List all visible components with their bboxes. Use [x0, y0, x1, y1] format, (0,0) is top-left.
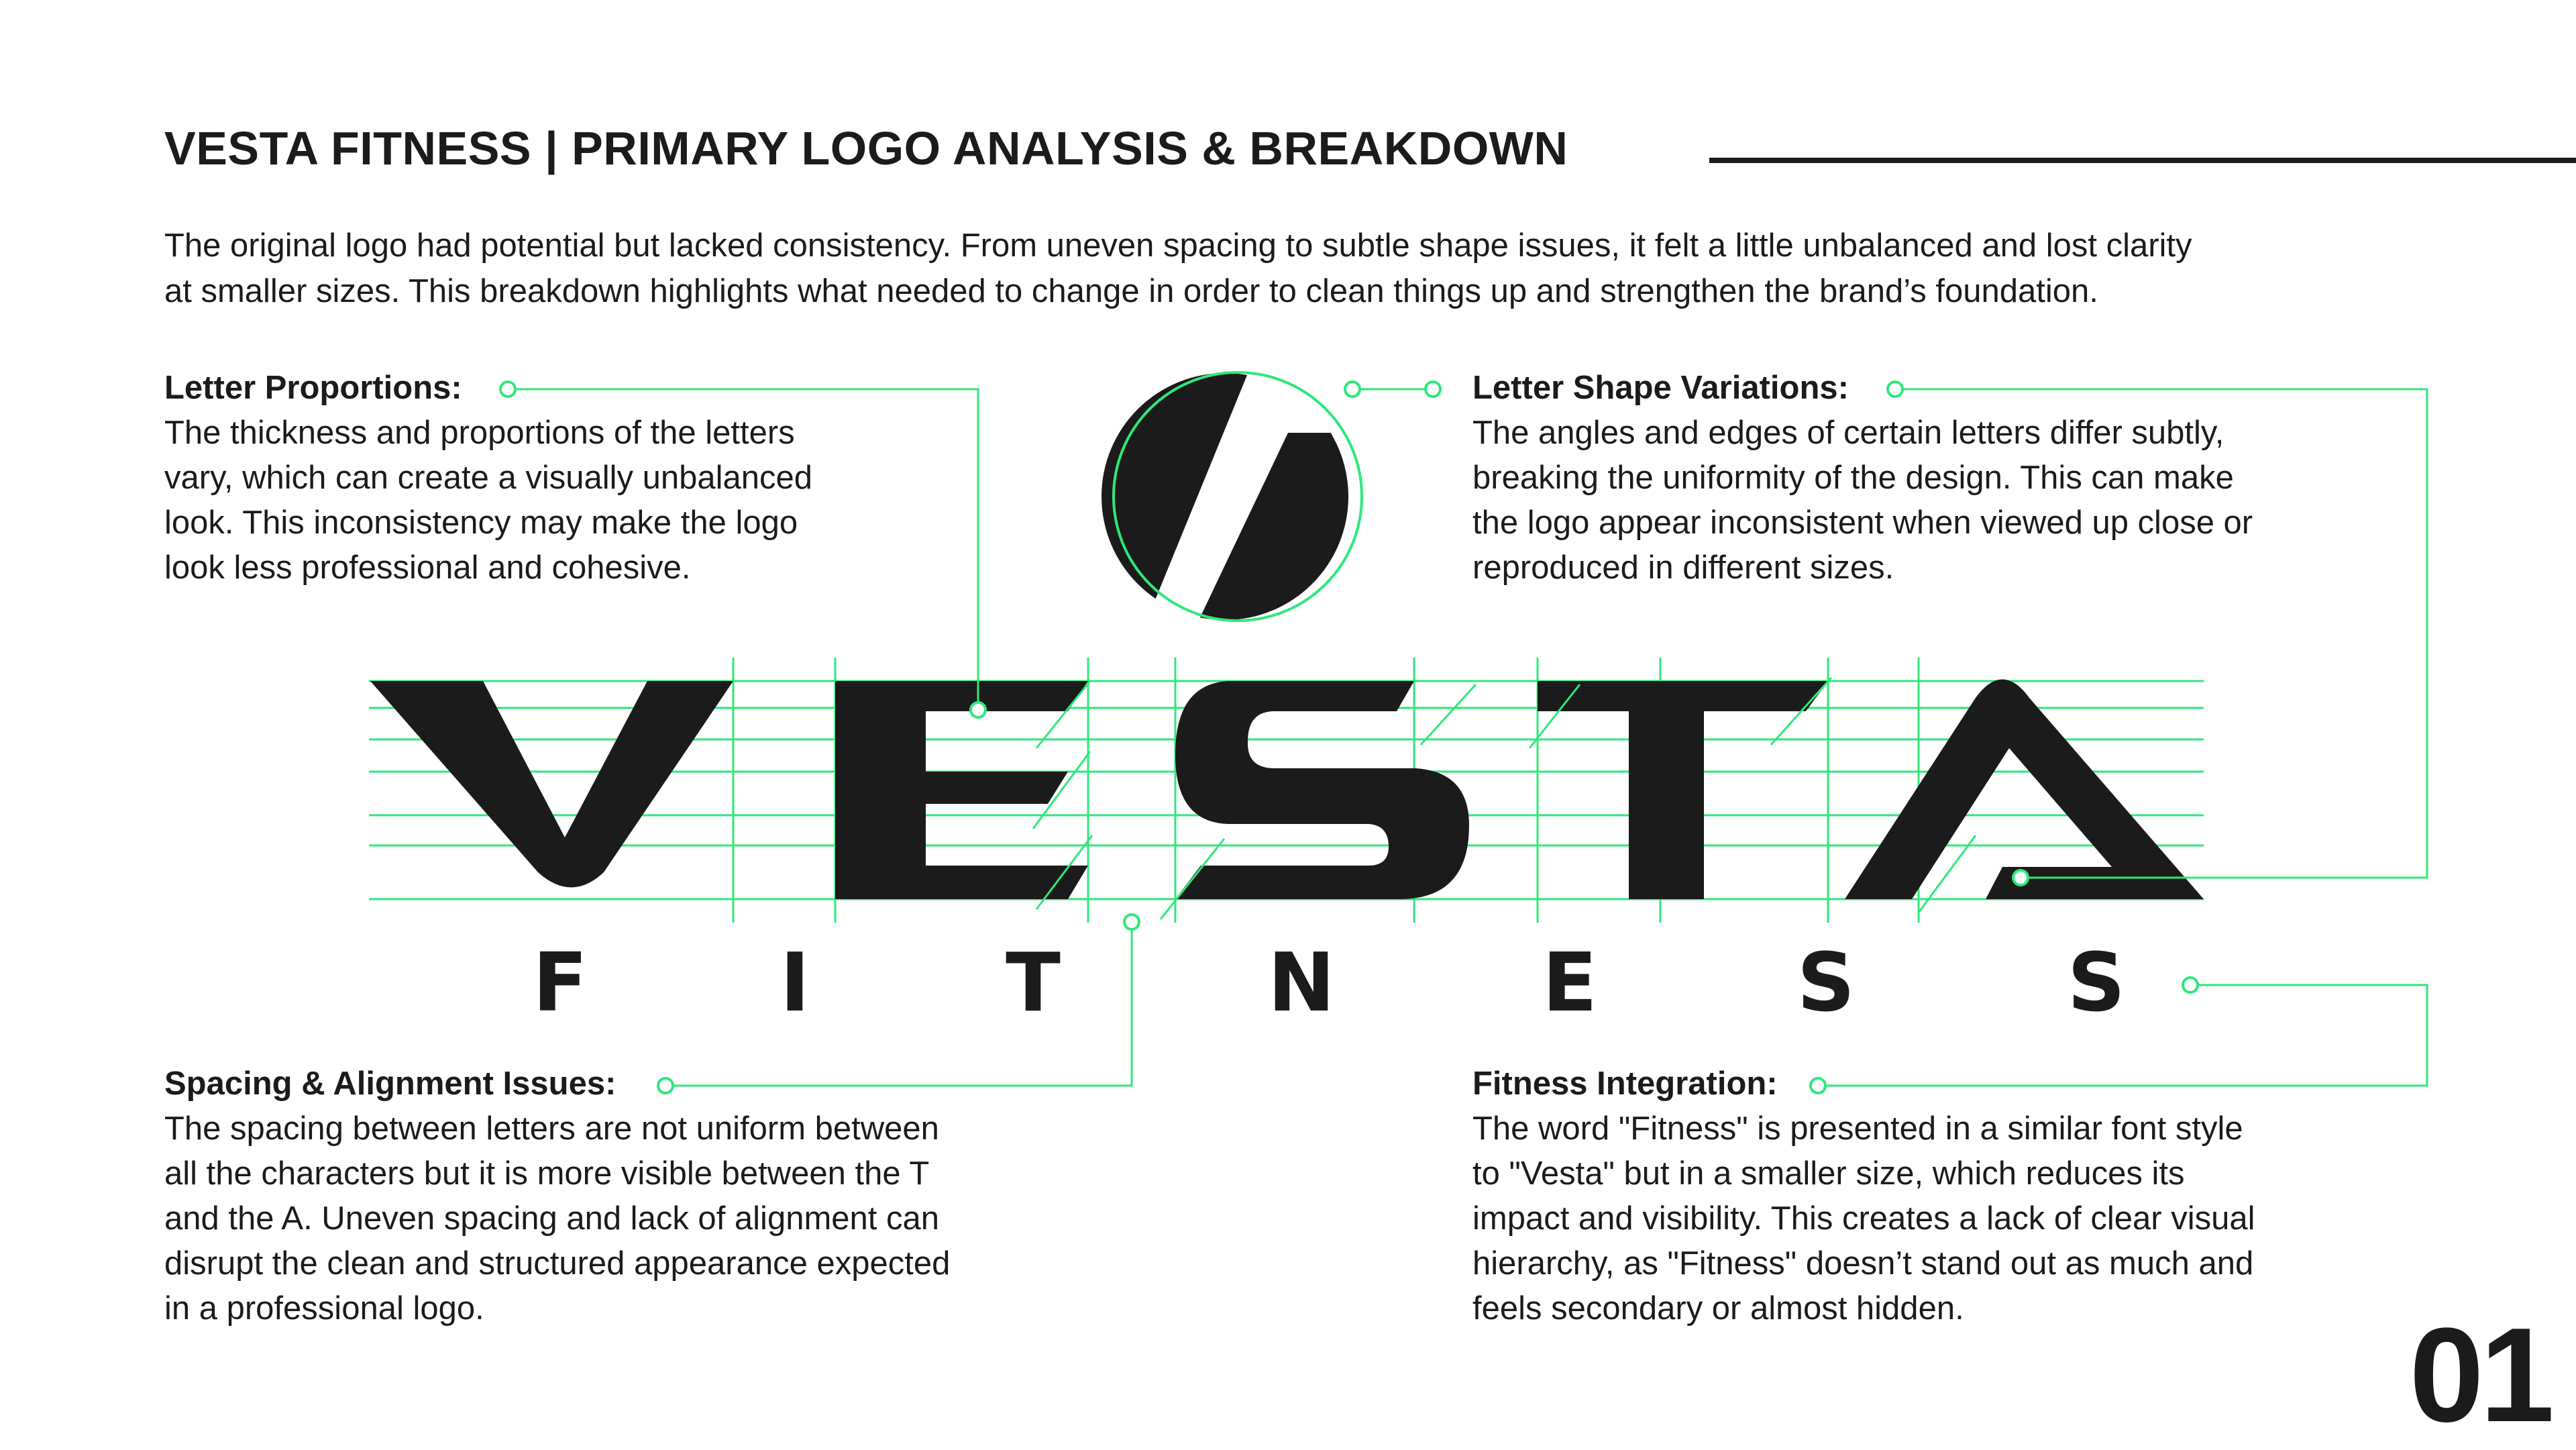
note-body: The spacing between letters are not uniform between all the characters but it is more visible between the T and the A. Uneven spacing and lack of alignment can disrupt the clean and structured appearance expected in a professional logo.: [164, 1110, 951, 1327]
callout-dot: [1888, 382, 1902, 397]
callout-dot: [1426, 382, 1440, 397]
fitness-letter: F: [533, 937, 588, 1030]
note-body: The word "Fitness" is presented in a similar font style to "Vesta" but in a smaller size, which reduces its impact and visibility. This creates a lack of clear visual hierarchy, as "Fitness" doesn’t stand out as much and feels secondary or almost hidden.: [1472, 1110, 2255, 1327]
callout-dot: [1345, 382, 1360, 397]
logo-mark: [1073, 349, 1375, 644]
letter-e: [835, 681, 1088, 899]
letter-a: [1845, 680, 2204, 900]
fitness-letter: N: [1267, 937, 1336, 1030]
note-title: Fitness Integration:: [1472, 1066, 1778, 1102]
fitness-letter: S: [2067, 937, 2126, 1030]
fitness-letter: E: [1542, 937, 1597, 1030]
leader-letter-shape-variations: [1902, 389, 2427, 878]
letter-v: [370, 681, 733, 888]
page-title: VESTA FITNESS | PRIMARY LOGO ANALYSIS & BREAKDOWN: [164, 122, 1568, 174]
logo-wordmark-fitness: [533, 937, 2125, 1030]
callout-dot: [971, 703, 985, 717]
callout-dot: [2183, 978, 2198, 992]
fitness-letter: T: [1006, 937, 1061, 1030]
logo-wordmark-vesta: [370, 680, 2204, 900]
fitness-letter: I: [780, 937, 810, 1030]
leader-spacing-alignment: [672, 922, 1132, 1086]
fitness-letter: S: [1796, 937, 1856, 1030]
leader-letter-proportions: [517, 389, 978, 710]
note-body: The thickness and proportions of the letters vary, which can create a visually unbalanced look. This inconsistency may make the logo look less professional and cohesive.: [164, 415, 813, 586]
callout-dots: [500, 382, 2198, 1093]
callout-dot: [500, 382, 515, 397]
callout-dot: [658, 1078, 673, 1093]
note-body: The angles and edges of certain letters differ subtly, breaking the uniformity of the design. This can make the logo appear inconsistent when viewed up close or reproduced in different sizes.: [1472, 415, 2253, 586]
callout-dot: [1811, 1078, 1825, 1093]
letter-s: [1175, 681, 1469, 899]
intro-line: The original logo had potential but lacked consistency. From uneven spacing to subtle shape issues, it felt a little unbalanced and lost clarity: [164, 227, 2192, 264]
leader-fitness-integration: [1825, 985, 2427, 1086]
angle-guide: [1421, 684, 1476, 745]
letter-t: [1538, 681, 1828, 899]
callout-dot: [1124, 915, 1139, 929]
note-title: Letter Proportions:: [164, 370, 462, 406]
note-title: Letter Shape Variations:: [1472, 370, 1849, 406]
note-title: Spacing & Alignment Issues:: [164, 1066, 616, 1102]
page-number: 01: [2409, 1300, 2551, 1450]
intro-line: at smaller sizes. This breakdown highlights what needed to change in order to clean things up and strengthen the brand’s foundation.: [164, 273, 2098, 309]
callout-dot: [2013, 870, 2028, 885]
